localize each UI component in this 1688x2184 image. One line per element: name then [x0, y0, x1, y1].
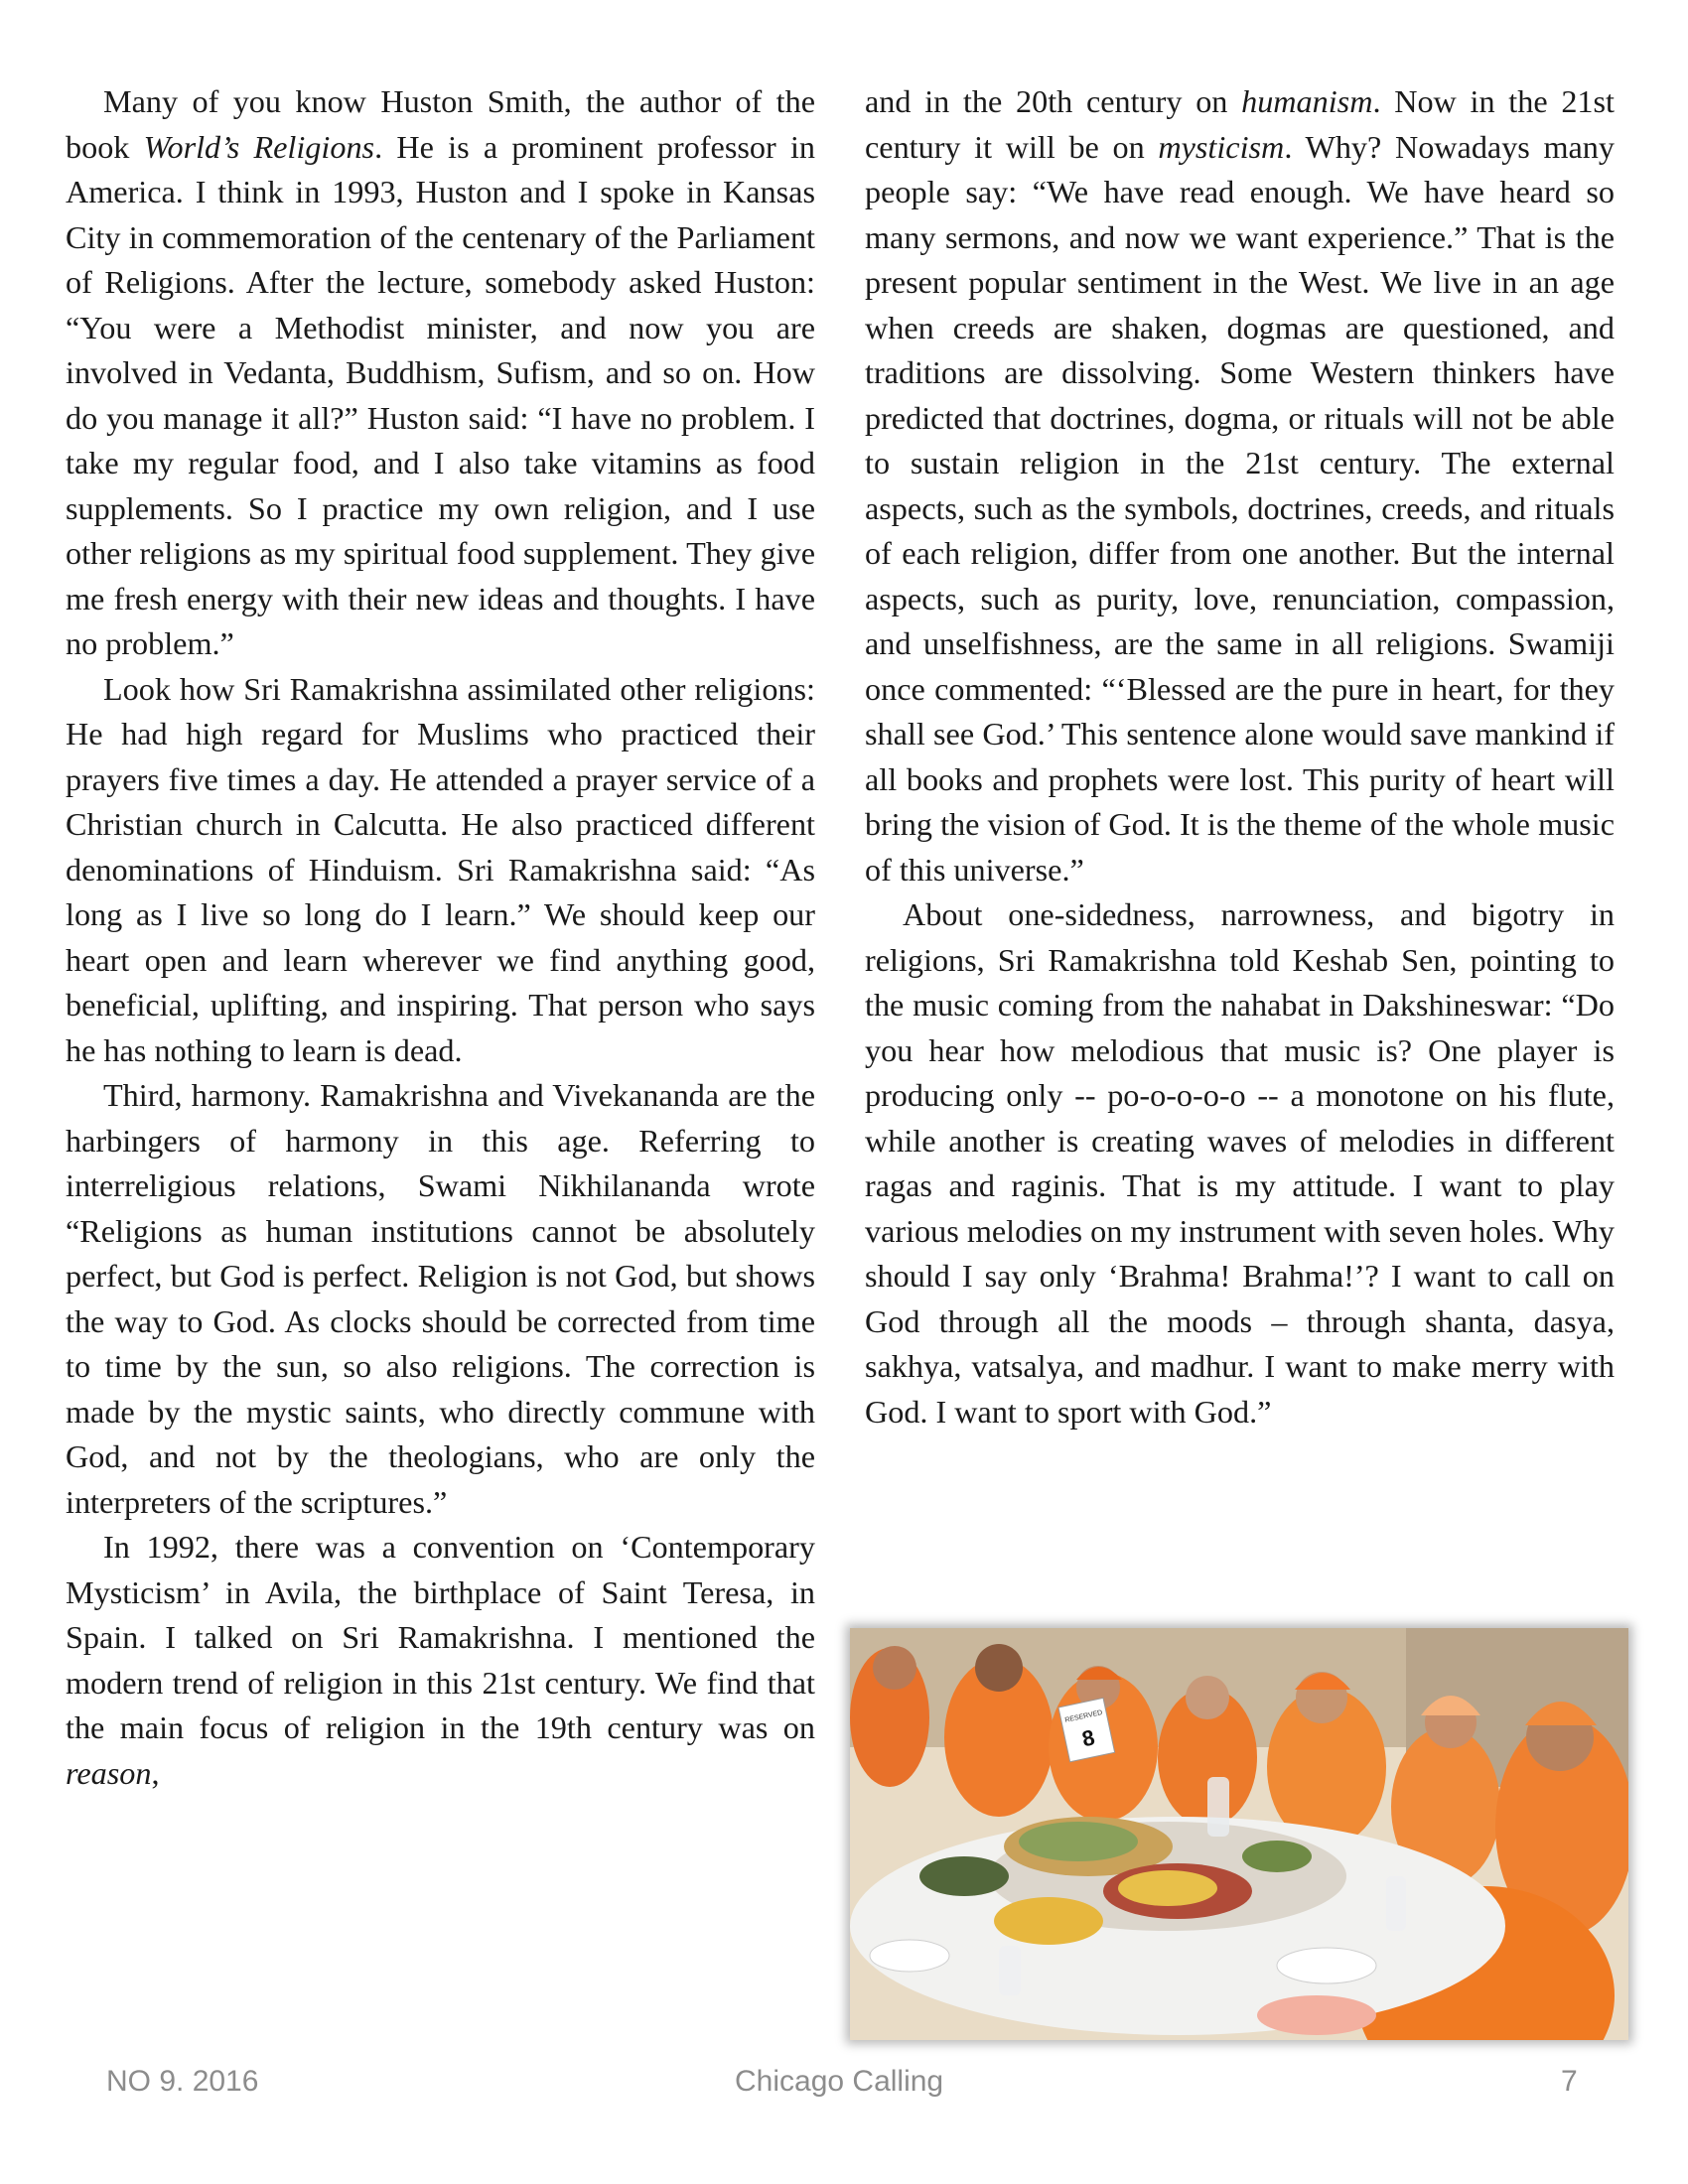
- left-paragraph-1: [66, 79, 815, 667]
- left-column: [66, 79, 815, 1796]
- right-paragraph-2: About one-sidedness, narrowness, and bigotry in religions, Sri Ramakrishna told Keshab Sen, pointing to the music coming from the nahabat in Dakshineswar: “Do you hear how melodious that music is? One player is producing only -- po-o-o-o-o -- a monotone on his flute, while another is creating waves of melodies in different ragas and raginis. That is my attitude. I want to play various melodies on my instrument with seven holes. Why should I say only ‘Brahma! Brahma!’? I want to call on God through all the moods – through shanta, dasya, sakhya, vatsalya, and madhur. I want to make merry with God. I want to sport with God.”: [865, 896, 1615, 1430]
- photo-illustration: [850, 1628, 1628, 2040]
- text-run: . Now in the 21st century it will be on: [865, 83, 1615, 165]
- left-paragraph-2: Look how Sri Ramakrishna assimilated other religions: He had high regard for Muslims who practiced their prayers five times a day. He attended a prayer service of a Christian church in Calcutta. He also practiced different denominations of Hinduism. Sri Ramakrishna said: “As long as I live so long do I learn.” We should keep our heart open and learn wherever we find anything good, beneficial, uplifting, and inspiring. That person who says he has nothing to learn is dead.: [66, 670, 815, 1068]
- magazine-title: Chicago Calling: [735, 2065, 944, 2098]
- left-paragraph-4: [66, 1525, 815, 1796]
- text-run: Many of you know Huston Smith, the author of the book: [66, 83, 815, 165]
- right-paragraph-1: [865, 79, 1615, 892]
- table-card-label: RESERVED: [1064, 1708, 1104, 1724]
- page-number: 7: [1561, 2065, 1578, 2098]
- italic-word: humanism: [1241, 83, 1373, 119]
- text-run: . He is a prominent professor in America. I think in 1993, Huston and I spoke in Kansas City in commemoration of the centenary of the Parliament of Religions. After the lecture, somebody asked Huston: “You were a Methodist minister, and now you are involved in Vedanta, Buddhism, Sufism, and so on. How do you manage it all?” Huston said: “I have no problem. I take my regular food, and I also take vitamins as food supplements. So I practice my own religion, and I use other religions as my spiritual food supplement. They give me fresh energy with their new ideas and thoughts. I have no problem.”: [66, 128, 815, 661]
- text-run: In 1992, there was a convention on ‘Contemporary Mysticism’ in Avila, the birthplace of Saint Teresa, in Spain. I talked on Sri Ramakrishna. I mentioned the modern trend of religion in this 21st century. We find that the main focus of religion in the 19th century was on: [66, 1529, 815, 1745]
- book-title: World’s Religions: [143, 128, 375, 165]
- table-number: 8: [1079, 1724, 1097, 1752]
- text-run: and in the 20th century on: [865, 83, 1242, 119]
- text-run: ,: [151, 1754, 160, 1791]
- page-footer: [0, 2065, 1688, 2105]
- monks-dining-photo: [850, 1628, 1628, 2040]
- text-run: . Why? Nowadays many people say: “We have read enough. We have heard so many sermons, and now we want experience.” That is the present popular sentiment in the West. We live in an age when creeds are shaken, dogmas are questioned, and traditions are dissolving. Some Western thinkers have predicted that doctrines, dogma, or rituals will not be able to sustain religion in the 21st century. The external aspects, such as the symbols, doctrines, creeds, and rituals of each religion, differ from one another. But the internal aspects, such as purity, love, renunciation, compassion, and unselfishness, are the same in all religions. Swamiji once commented: “‘Blessed are the pure in heart, for they shall see God.’ This sentence alone would save mankind if all books and prophets were lost. This purity of heart will bring the vision of God. It is the theme of the whole music of this universe.”: [865, 128, 1615, 887]
- italic-word: reason: [66, 1754, 152, 1791]
- left-paragraph-3: Third, harmony. Ramakrishna and Vivekananda are the harbingers of harmony in this age. Referring to interreligious relations, Swami Nikhilananda wrote “Religions as human institutions cannot be absolutely perfect, but God is perfect. Religion is not God, but shows the way to God. As clocks should be corrected from time to time by the sun, so also religions. The correction is made by the mystic saints, who directly commune with God, and not by the theologians, who are only the interpreters of the scriptures.”: [66, 1077, 815, 1520]
- right-column: [865, 79, 1615, 1434]
- issue-label: NO 9. 2016: [106, 2065, 259, 2098]
- italic-word: mysticism: [1158, 128, 1285, 165]
